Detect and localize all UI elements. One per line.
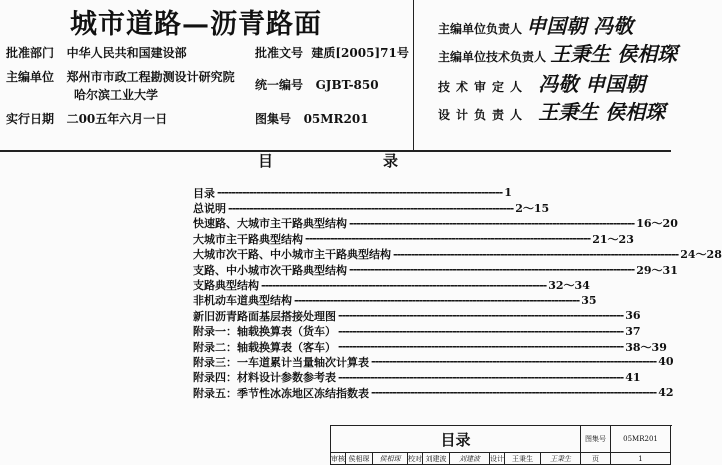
toc-entry-page: 40 [658,355,674,369]
toc-leader: -------------------------------------------------------------------------------- [371,386,657,400]
signature-role-2: 主编单位技术负责人 [438,50,547,64]
toc-leader: -------------------------------------------------------------------------------- [349,263,635,277]
signature-row-4 [438,96,665,125]
toc-entry-page: 21～23 [592,232,634,246]
handwritten-signature-3: 冯敬 申国朝 [538,72,646,96]
toc-leader: -------------------------------------------------------------------------------- [228,201,514,215]
toc-entry [193,293,597,308]
toc-entry-label: 总说明 [193,202,226,216]
signature-role-1: 主编单位负责人 [438,22,523,36]
signature-row-3 [438,68,645,97]
toc-leader: -------------------------------------------------------------------------------- [338,309,624,323]
editor-unit-label: 主编单位 [6,70,55,84]
title-block [330,425,672,465]
toc-entry-page: 32～34 [548,279,590,293]
title-block-atlas-label: 图集号 [581,426,611,453]
toc-leader: -------------------------------------------------------------------------------- [371,355,657,369]
editor-unit-value: 郑州市市政工程勘测设计研究院 [66,70,235,84]
tb-page-label: 页 [581,453,611,465]
toc-entry-page: 16～20 [636,217,678,231]
toc-entry-label: 非机动车道典型结构 [193,294,292,308]
approval-no-value: 建质[2005]71号 [311,46,409,60]
toc-entry-page: 36 [625,309,641,323]
unified-no-label: 统一编号 [255,78,304,92]
approval-dept-value: 中华人民共和国建设部 [66,46,187,60]
toc-entry [193,308,641,323]
toc-leader: -------------------------------------------------------------------------------- [338,324,624,338]
tb-design-sign: 王秉生 [541,453,581,465]
toc-entry-page: 29～31 [636,263,678,277]
toc-entry-label: 附录四：材料设计参数参考表 [193,371,336,385]
tb-design-name: 王秉生 [505,453,541,465]
title-block-atlas-value: 05MR201 [611,426,671,453]
header-divider-vertical [413,0,414,150]
toc-entry [193,231,634,246]
toc-entry [193,324,641,339]
signature-role-3: 技术审定人 [438,80,529,94]
toc-entry-page: 37 [625,324,641,338]
handwritten-signature-4: 王秉生 侯相琛 [538,100,666,124]
toc-entry-label: 附录五：季节性冰冻地区冻结指数表 [193,386,369,400]
tb-page-value: 1 [611,453,671,465]
approval-dept-label: 批准部门 [6,46,55,60]
atlas-no-label: 图集号 [255,112,292,126]
approval-no-label: 批准文号 [255,46,304,60]
toc-entry-label: 支路典型结构 [193,279,259,293]
toc-entry-page: 42 [658,386,674,400]
effective-date-label: 实行日期 [6,112,55,126]
toc-entry [193,370,641,385]
toc-entry [193,277,590,293]
editor-unit-value-line2: 哈尔滨工业大学 [74,88,159,102]
toc-entry-label: 大城市主干路典型结构 [193,232,303,246]
toc-heading-right: 录 [383,152,399,170]
unified-no-value: GJBT-850 [315,78,379,92]
toc-entry [193,185,512,200]
toc-entry-label: 快速路、大城市主干路典型结构 [193,217,347,231]
signature-row-1 [438,10,633,39]
toc-entry-page: 24～28 [680,248,722,262]
effective-date-value: 二00五年六月一日 [66,112,168,126]
toc-entry [193,247,722,262]
toc-leader: -------------------------------------------------------------------------------- [338,340,624,354]
tb-review-name: 侯相琛 [346,453,373,465]
tb-design-label: 设计 [490,453,505,465]
toc-list [193,185,722,400]
toc-entry-label: 大城市次干路、中小城市主干路典型结构 [193,248,391,262]
header-divider-horizontal [0,150,671,152]
toc-leader: -------------------------------------------------------------------------------- [217,186,503,200]
signature-row-2 [438,38,677,67]
atlas-no-value: 05MR201 [303,112,369,126]
handwritten-signature-2: 王秉生 侯相琛 [550,42,678,66]
approval-no-row [255,44,409,61]
effective-date-row [6,110,167,127]
toc-entry-label: 附录一：轴载换算表（货车） [193,325,336,339]
tb-check-label: 校对 [408,453,423,465]
toc-entry-label: 目录 [193,186,215,200]
toc-entry [193,216,678,231]
tb-review-label: 审核 [331,453,346,465]
signature-role-4: 设计负责人 [438,108,529,122]
toc-entry-label: 附录三：一车道累计当量轴次计算表 [193,356,369,369]
toc-entry-label: 支路、中小城市次干路典型结构 [193,263,347,277]
title-block-name: 目录 [331,426,581,453]
toc-entry [193,200,550,216]
toc-entry [193,262,678,277]
toc-leader: -------------------------------------------------------------------------------- [338,370,624,384]
toc-heading-left: 目 [258,152,274,170]
toc-entry-page: 1 [504,186,512,200]
toc-leader: -------------------------------------------------------------------------------- [261,278,547,292]
toc-entry-page: 38～39 [625,340,667,354]
document-title: 城市道路—沥青路面 [70,9,322,40]
tb-review-sign: 侯相琛 [373,453,408,465]
tb-check-sign: 刘建波 [450,453,490,465]
unified-no-row [255,76,379,93]
handwritten-signature-1: 申国朝 冯敬 [526,14,634,38]
toc-entry-page: 35 [581,293,597,307]
toc-leader: -------------------------------------------------------------------------------- [349,216,635,230]
atlas-no-row [255,110,369,127]
toc-entry-page: 41 [625,370,641,384]
toc-entry [193,385,674,400]
toc-entry [193,354,674,369]
toc-entry-label: 新旧沥青路面基层搭接处理图 [193,309,336,323]
toc-entry-page: 2～15 [515,202,550,216]
toc-leader: -------------------------------------------------------------------------------- [305,232,591,246]
approval-dept-row [6,44,187,61]
toc-leader: -------------------------------------------------------------------------------- [294,293,580,307]
toc-entry [193,339,667,354]
toc-leader: -------------------------------------------------------------------------------- [393,247,679,261]
toc-entry-label: 附录二：轴载换算表（客车） [193,340,336,354]
editor-unit-row [6,68,235,85]
tb-check-name: 刘建波 [423,453,450,465]
